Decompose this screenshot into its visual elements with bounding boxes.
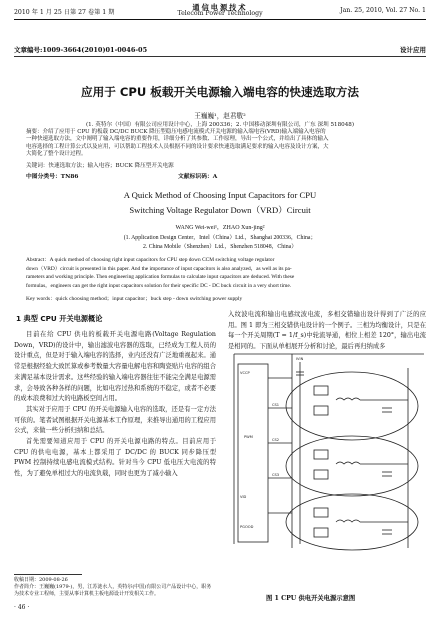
abstract-en-line: down（VRD）circuit is presented in this paper. And the importance of input capacitors is also analyzed，as well as its pa-	[26, 265, 292, 272]
top-rule	[14, 56, 426, 57]
abstract-cn-line: 电容选择的工程计算公式以及应用，可以帮助工程技术人员根据不同的设计要求快速选取满足要求的输入电容及设计方案，大	[26, 143, 329, 150]
journal-name-cn: 通信电源技术	[192, 3, 248, 12]
header-journal	[177, 5, 262, 17]
header-issue: 2010 年 1 月 25 日第 27 卷第 1 期	[14, 9, 115, 16]
keywords-cn: 关键词：快速选取方法；输入电容；BUCK 降压型开关电源	[26, 163, 174, 169]
abstract-en	[26, 256, 414, 290]
authors-en: WANG Wei-wei¹，ZHAO Xun-jing²	[175, 225, 265, 231]
paper-title-en-line-1: A Quick Method of Choosing Input Capacitors for CPU	[123, 190, 317, 200]
schematic-label: PGOOD	[240, 525, 254, 529]
figure-1-caption: 图 1 CPU 供电开关电源示意图	[266, 595, 356, 602]
footnote-received: 收稿日期：2009-08-26	[14, 577, 68, 583]
schematic-label: VID	[240, 495, 247, 499]
body-paragraph: 首先需要知道应用于 CPU 的开关电源电路的特点。目前应用于 CPU 的供电电源，基本上都采用了 DC/DC 的 BUCK 同步降压型 PWM 控制持续电感电流模式结构。针对当今 CPU 低电压大电流的特性，为了避免单相过大的电流负载，同时也更为了减小输入	[14, 438, 216, 478]
schematic-label: PWM	[244, 435, 253, 439]
paper-title-cn: 应用于 CPU 板载开关电源输入端电容的快速选取方法	[81, 85, 359, 99]
abstract-en-line: rameters and working principle. Then engineering application formulas to calculate input capacitors are deduced. With these	[26, 274, 295, 281]
body-paragraph: 入纹波电流和输出电感纹波电流，多相交错输出设计得到了广泛的应用。图 1 即为三相交错供电设计的一个例子。三相为均衡设计，只是在每一个开关周期(T = 1/f_s)中轮流导通，相位上相差 120°，输出电流是相同的。下面从单相展开分析和讨论，最后再归纳成多	[228, 311, 426, 351]
abstract-cn-line: 一种快速选取方法，文中阐明了输入端电容的重要作用，详细分析了其参数、工作原理，导出一个公式，并给出了具体的输入	[26, 136, 329, 143]
article-category: 设计应用	[400, 46, 426, 54]
footnote-rule	[14, 574, 82, 575]
keywords-en: Key words：quick choosing method；input capacitor；buck step - down switching power supply	[26, 296, 243, 302]
body-paragraph: 其实对于应用于 CPU 的开关电源输入电容的选取，还是有一定方法可依的。笔者试图根据开关电源基本工作原理，来推导出通用的工程应用公式，来做一些分析归纳和总结。	[14, 405, 216, 435]
authors-cn: 王巍巍¹，赵君敬²	[194, 112, 246, 120]
abstract-cn-line: 大简化了整个设计过程。	[26, 151, 87, 158]
clc-number: 中图分类号：TN86	[26, 174, 79, 180]
pwm-controller-box	[238, 364, 268, 542]
footnote-author: 作者简介：王巍巍(1979-)，男，江苏涟水人，英特尔(中国)有限公司产品设计中心，职务为技术专业工程师，主要从事计算机主板电源设计开发相关工作。	[14, 584, 212, 597]
header-volume: Jan. 25, 2010, Vol. 27 No. 1	[340, 7, 426, 14]
paper-title-en-line-2: Switching Voltage Regulator Down（VRD）Circuit	[129, 205, 311, 215]
affiliation-en-line-1: (1. Application Design Center，Intel（China）Ltd.，Shanghai 200336，China；	[123, 235, 317, 241]
schematic-label: CS2	[272, 438, 280, 442]
abstract-en-line: Abstract：A quick method of choosing right input capacitors for CPU step down CCM switching voltage regulator	[26, 257, 275, 263]
schematic-label: CS1	[272, 403, 280, 407]
schematic-label: CS3	[272, 473, 280, 477]
document-code: 文献标识码：A	[178, 174, 218, 180]
page-number: · 46 ·	[14, 604, 30, 611]
phase-1-loop	[286, 372, 418, 440]
body-paragraph: 目前在给 CPU 供电的板载开关电源电路(Voltage Regulation Down，VRD)的设计中，输出滤波电容器的选取，已经成为工程人员的设计重点，但是对于输入端电容的选择，业内还没有广泛地重视起来。通常是根据经验大致匡算或参考数量大容量电解电容和陶瓷贴片电容的组合来满足基本设计需求。这些经验的输入端电容器往往不能完全满足电源需求，会导致各种各样的问题，比如电容过热和系统的不稳定，或者不必要的成本浪费和过大的电路板空间占用。	[14, 331, 216, 403]
section-heading-1: 1 典型 CPU 开关电源概论	[16, 314, 103, 323]
footnote	[14, 577, 216, 598]
schematic-label: VCCP	[240, 371, 250, 375]
affiliation-en-line-2: 2. China Mobile（Shenzhen）Ltd.，Shenzhen 518048，China）	[142, 244, 298, 250]
affiliation-cn: (1. 英特尔（中国）有限公司应用设计中心，上海 200336；2. 中国移动深圳有限公司，广东 深圳 518048)	[85, 122, 354, 128]
running-header	[14, 5, 426, 20]
journal-name-en: Telecom Power Technology	[177, 10, 263, 18]
phase-2-loop	[286, 436, 418, 496]
schematic-label: IVIN	[296, 357, 304, 361]
left-column-body	[14, 330, 216, 480]
abstract-cn-line: 摘要：介绍了应用于 CPU 的板载 DC/DC BUCK 降压型稳压电感电流模式开关电源的输入端电容(VRD)输入端输入电容的	[26, 129, 326, 135]
article-number: 文章编号:1009-3664(2010)01-0046-05	[14, 46, 148, 54]
abstract-en-line: formulas，engineers can get the right input capacitors solution for their specific DC - DC buck circuit in a very short time.	[26, 282, 292, 289]
abstract-cn	[26, 129, 414, 159]
figure-1-schematic	[232, 348, 428, 560]
right-column-body	[228, 310, 426, 353]
